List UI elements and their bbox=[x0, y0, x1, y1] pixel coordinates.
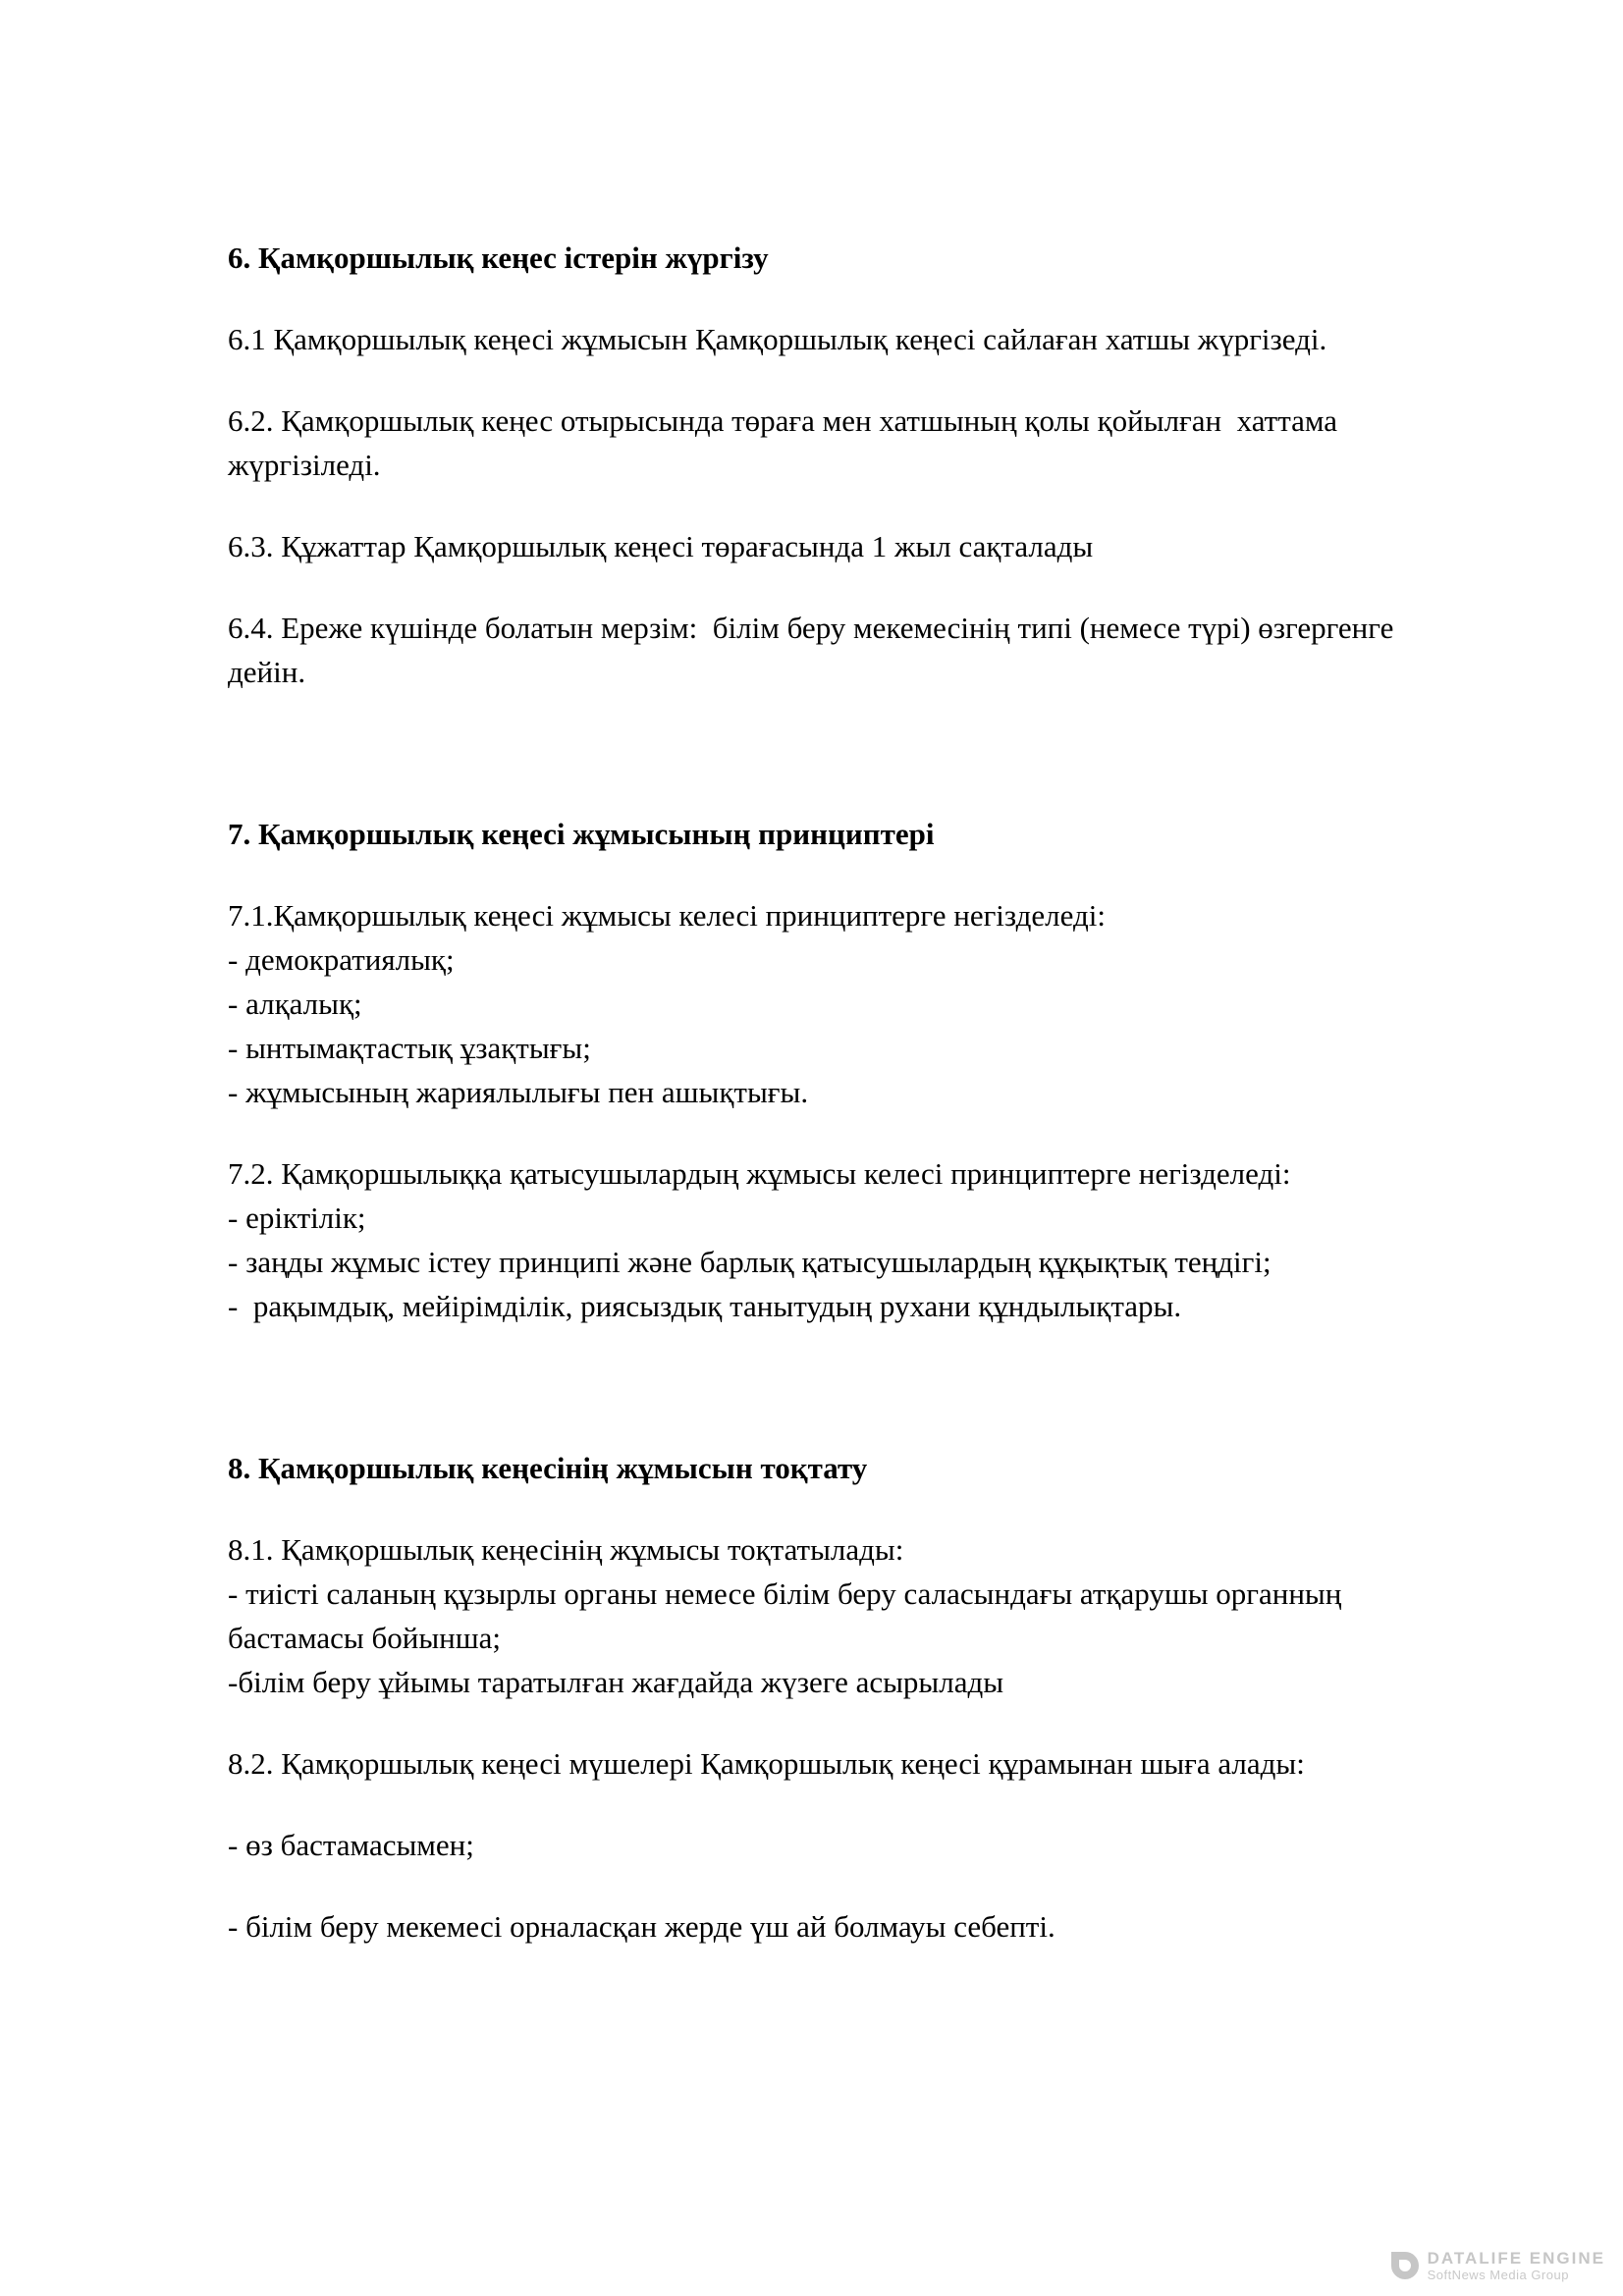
text-line: 6.1 Қамқоршылық кеңесі жұмысын Қамқоршылық кеңесі сайлаған хатшы жүргізеді. bbox=[228, 322, 1327, 356]
text-line: 6.2. Қамқоршылық кеңес отырысында төраға мен хатшының қолы қойылған хаттама bbox=[228, 403, 1338, 438]
section-heading: 6. Қамқоршылық кеңес істерін жүргізу bbox=[228, 240, 769, 275]
text-line: 7.1.Қамқоршылық кеңесі жұмысы келесі принциптерге негізделеді: bbox=[228, 898, 1106, 933]
list-item: - білім беру мекемесі орналасқан жерде үш ай болмауы себепті. bbox=[228, 1909, 1055, 1944]
text-line: дейін. bbox=[228, 655, 306, 689]
text-line: жүргізіледі. bbox=[228, 448, 381, 482]
paragraph-7-1 bbox=[228, 893, 1485, 1114]
watermark-title: DATALIFE ENGINE bbox=[1427, 2249, 1605, 2268]
list-item: бастамасы бойынша; bbox=[228, 1621, 502, 1655]
section-8 bbox=[228, 1446, 1485, 1949]
paragraph-7-2 bbox=[228, 1151, 1485, 1328]
paragraph-8-2 bbox=[228, 1741, 1485, 1786]
datalife-engine-watermark bbox=[1391, 2250, 1605, 2282]
list-item: - тиісті саланың құзырлы органы немесе білім беру саласындағы атқарушы органның bbox=[228, 1576, 1342, 1611]
list-item: - заңды жұмыс істеу принципі және барлық қатысушылардың құқықтық теңдігі; bbox=[228, 1245, 1271, 1279]
list-item: - жұмысының жариялылығы пен ашықтығы. bbox=[228, 1075, 809, 1109]
watermark-text bbox=[1428, 2250, 1605, 2282]
section-heading: 7. Қамқоршылық кеңесі жұмысының принциптері bbox=[228, 817, 935, 851]
paragraph-6-4 bbox=[228, 606, 1485, 694]
paragraph-6-1 bbox=[228, 317, 1485, 361]
paragraph-own-initiative bbox=[228, 1823, 1485, 1867]
watermark-subtitle: SoftNews Media Group bbox=[1427, 2268, 1569, 2282]
text-line: 8.1. Қамқоршылық кеңесінің жұмысы тоқтатылады: bbox=[228, 1532, 904, 1567]
list-item: - рақымдық, мейірімділік, риясыздық танытудың рухани құндылықтары. bbox=[228, 1289, 1182, 1323]
section-6 bbox=[228, 236, 1485, 694]
paragraph-8-1 bbox=[228, 1527, 1485, 1704]
list-item: -білім беру ұйымы таратылған жағдайда жүзеге асырылады bbox=[228, 1665, 1004, 1699]
text-line: 7.2. Қамқоршылыққа қатысушылардың жұмысы келесі принциптерге негізделеді: bbox=[228, 1156, 1291, 1191]
list-item: - өз бастамасымен; bbox=[228, 1828, 474, 1862]
list-item: - ынтымақтастық ұзақтығы; bbox=[228, 1031, 591, 1065]
text-line: 8.2. Қамқоршылық кеңесі мүшелері Қамқоршылық кеңесі құрамынан шыға алады: bbox=[228, 1746, 1305, 1781]
section-7 bbox=[228, 812, 1485, 1328]
datalife-d-icon bbox=[1391, 2252, 1419, 2279]
list-item: - демократиялық; bbox=[228, 942, 455, 977]
list-item: - алқалық; bbox=[228, 987, 362, 1021]
text-line: 6.4. Ереже күшінде болатын мерзім: білім беру мекемесінің типі (немесе түрі) өзгергенге bbox=[228, 611, 1394, 645]
list-item: - еріктілік; bbox=[228, 1201, 366, 1235]
paragraph-6-2 bbox=[228, 399, 1485, 487]
text-line: 6.3. Құжаттар Қамқоршылық кеңесі төрағасында 1 жыл сақталады bbox=[228, 529, 1094, 563]
section-heading: 8. Қамқоршылық кеңесінің жұмысын тоқтату bbox=[228, 1451, 868, 1485]
document-content bbox=[228, 236, 1485, 1949]
paragraph-6-3 bbox=[228, 524, 1485, 568]
paragraph-absence-reason bbox=[228, 1904, 1485, 1949]
